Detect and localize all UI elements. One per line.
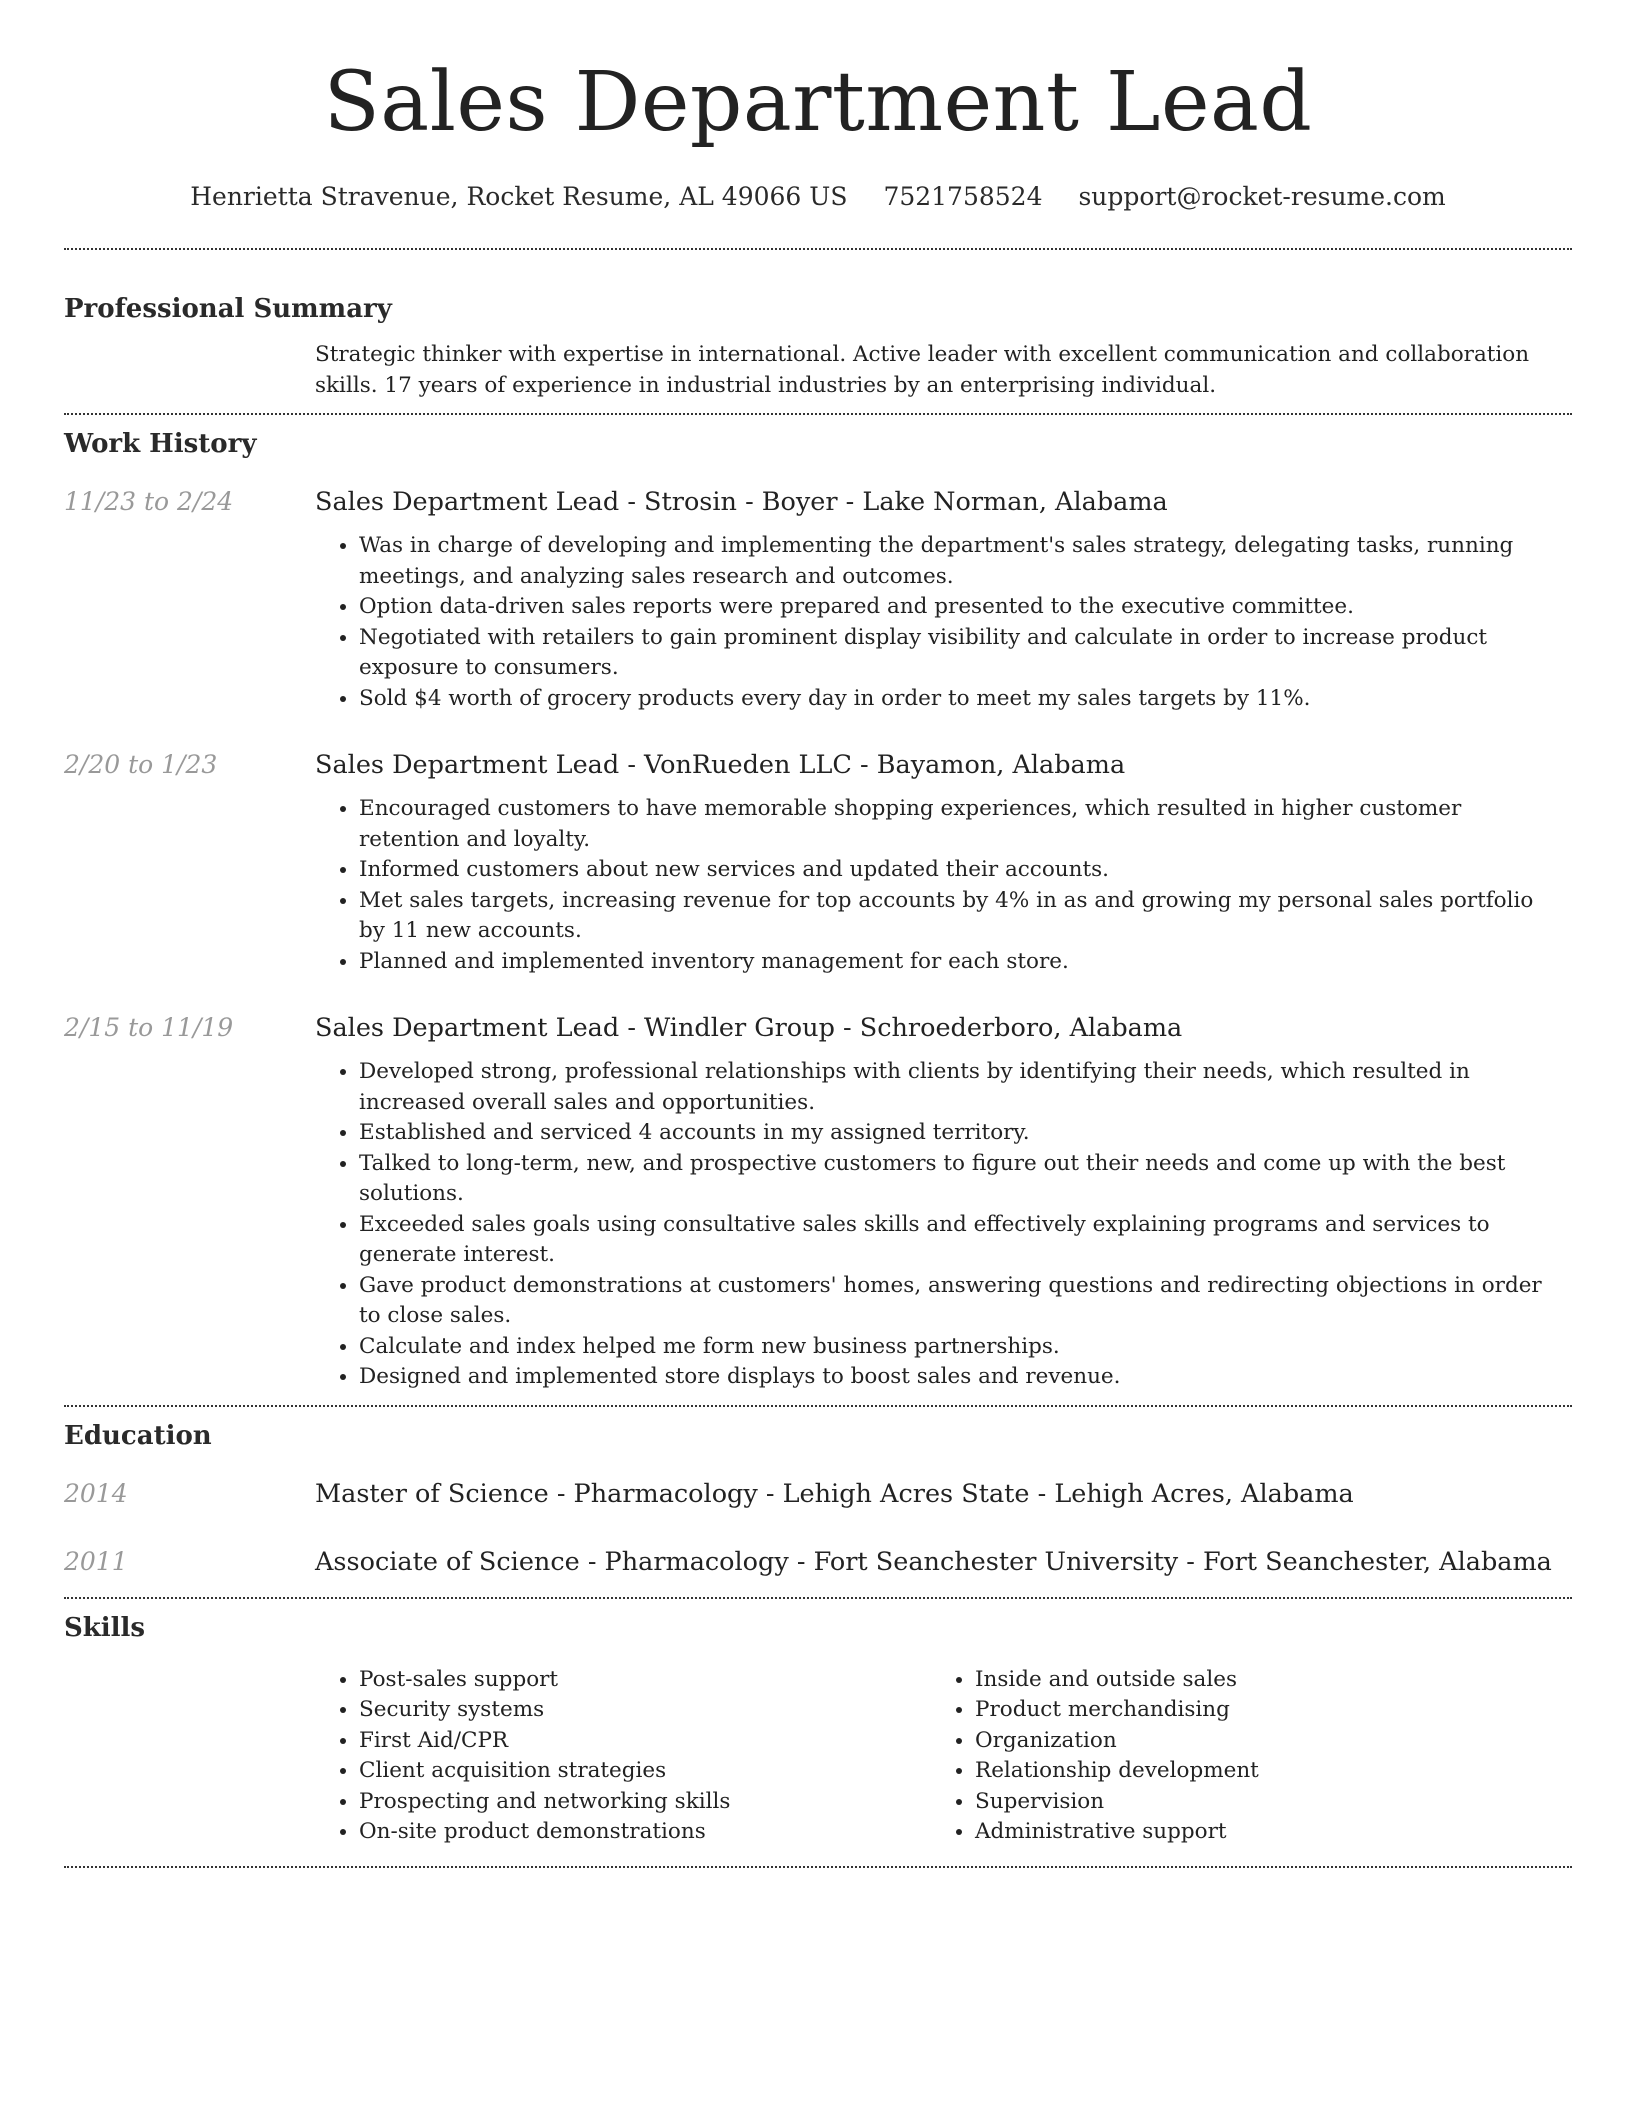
divider [64, 1866, 1572, 1868]
contact-address: Henrietta Stravenue, Rocket Resume, AL 49066 US [190, 182, 848, 211]
divider [64, 248, 1572, 250]
list-item: • Organization [975, 1726, 1547, 1757]
list-item: • Security systems [359, 1695, 931, 1726]
page-title: Sales Department Lead [323, 55, 1313, 150]
list-item: • Sold $4 worth of grocery products every day in order to meet my sales targets by 11%. [359, 684, 1552, 715]
list-item: • Relationship development [975, 1756, 1547, 1787]
skills-column-left [315, 1665, 931, 1848]
section-title-education: Education [64, 1420, 212, 1451]
list-item: • Gave product demonstrations at customers' homes, answering questions and redirecting objections in order to close sales. [359, 1271, 1552, 1332]
list-item: • Designed and implemented store displays to boost sales and revenue. [359, 1362, 1552, 1393]
contact-line [64, 180, 1572, 214]
job-title: Sales Department Lead - VonRueden LLC - Bayamon, Alabama [315, 750, 1126, 780]
divider [64, 1597, 1572, 1599]
list-item: • Supervision [975, 1787, 1547, 1818]
job-bullets [315, 531, 1552, 714]
job-dates: 2/15 to 11/19 [64, 1013, 234, 1042]
section-title-work-history: Work History [64, 429, 257, 459]
skills-column-right [931, 1665, 1547, 1848]
contact-email: support@rocket-resume.com [1078, 182, 1446, 211]
list-item: • On-site product demonstrations [359, 1817, 931, 1848]
education-entry [64, 1477, 1572, 1511]
summary-text: Strategic thinker with expertise in international. Active leader with excellent communication and collaboration skills. 17 years of experience in industrial industries by an enterprising individual. [315, 342, 1530, 398]
job-title: Sales Department Lead - Windler Group - Schroederboro, Alabama [315, 1013, 1183, 1043]
job-entry [64, 485, 1572, 714]
education-year: 2014 [64, 1478, 128, 1508]
list-item: • Post-sales support [359, 1665, 931, 1696]
job-title: Sales Department Lead - Strosin - Boyer - Lake Norman, Alabama [315, 487, 1168, 517]
list-item: • Informed customers about new services and updated their accounts. [359, 855, 1552, 886]
list-item: • Talked to long-term, new, and prospective customers to figure out their needs and come up with the best solutions. [359, 1149, 1552, 1210]
job-dates: 2/20 to 1/23 [64, 750, 218, 779]
job-entry [64, 748, 1572, 977]
list-item: • First Aid/CPR [359, 1726, 931, 1757]
contact-phone: 7521758524 [883, 182, 1043, 211]
section-title-summary: Professional Summary [64, 294, 392, 324]
job-entry [64, 1011, 1572, 1393]
list-item: • Exceeded sales goals using consultative sales skills and effectively explaining programs and services to generate interest. [359, 1210, 1552, 1271]
section-title-skills: Skills [64, 1612, 146, 1643]
list-item: • Established and serviced 4 accounts in my assigned territory. [359, 1118, 1552, 1149]
list-item: • Met sales targets, increasing revenue for top accounts by 4% in as and growing my personal sales portfolio by 11 new accounts. [359, 886, 1552, 947]
work-history-section [64, 427, 1572, 1393]
skills-section [64, 1611, 1572, 1848]
education-section [64, 1419, 1572, 1579]
list-item: • Product merchandising [975, 1695, 1547, 1726]
list-item: • Planned and implemented inventory management for each store. [359, 947, 1552, 978]
education-entry [64, 1545, 1572, 1579]
education-year: 2011 [64, 1546, 128, 1576]
job-dates: 11/23 to 2/24 [64, 487, 234, 516]
list-item: • Prospecting and networking skills [359, 1787, 931, 1818]
list-item: • Was in charge of developing and implementing the department's sales strategy, delegating tasks, running meetings, and analyzing sales research and outcomes. [359, 531, 1552, 592]
divider [64, 1405, 1572, 1407]
education-degree: Master of Science - Pharmacology - Lehigh Acres State - Lehigh Acres, Alabama [315, 1478, 1354, 1509]
list-item: • Negotiated with retailers to gain prominent display visibility and calculate in order to increase product exposure to consumers. [359, 623, 1552, 684]
list-item: • Option data-driven sales reports were prepared and presented to the executive committee. [359, 592, 1552, 623]
divider [64, 413, 1572, 415]
list-item: • Encouraged customers to have memorable shopping experiences, which resulted in higher customer retention and loyalty. [359, 794, 1552, 855]
list-item: • Developed strong, professional relationships with clients by identifying their needs, which resulted in increased overall sales and opportunities. [359, 1057, 1552, 1118]
education-degree: Associate of Science - Pharmacology - Fort Seanchester University - Fort Seanchester, Alabama [315, 1546, 1552, 1577]
summary-section [64, 292, 1572, 401]
list-item: • Inside and outside sales [975, 1665, 1547, 1696]
resume-page [64, 0, 1572, 1868]
job-bullets [315, 1057, 1552, 1393]
list-item: • Client acquisition strategies [359, 1756, 931, 1787]
list-item: • Administrative support [975, 1817, 1547, 1848]
job-bullets [315, 794, 1552, 977]
list-item: • Calculate and index helped me form new business partnerships. [359, 1332, 1552, 1363]
